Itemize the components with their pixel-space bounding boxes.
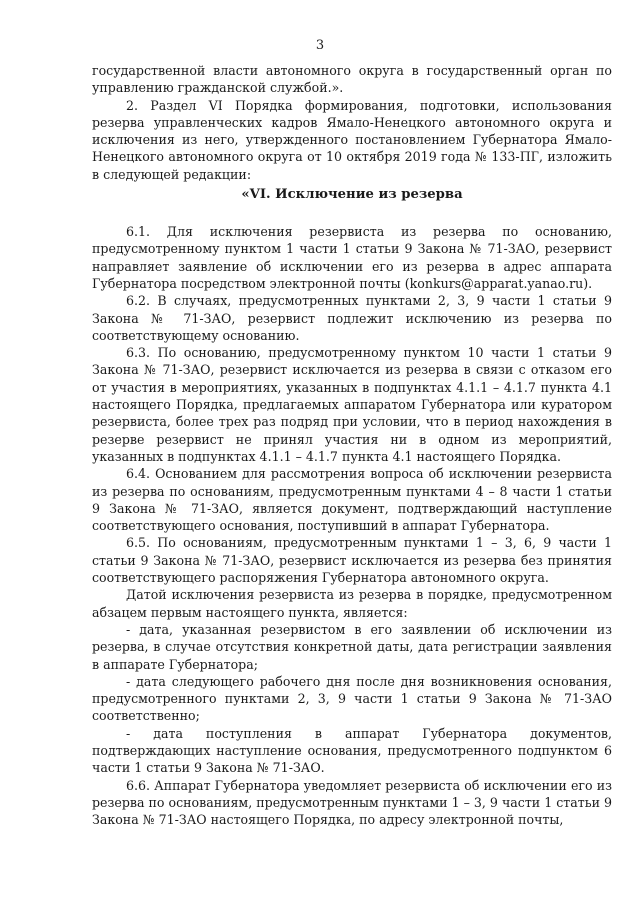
page-number: 3	[315, 38, 325, 53]
paragraph: государственной власти автономного округа в государственный орган по управлению гражданской службой.».	[92, 63, 612, 96]
section-heading: «VI. Исключение из резерва	[241, 187, 463, 203]
paragraph: 2. Раздел VI Порядка формирования, подготовки, использования резерва управленческих кадров Ямало-Ненецкого автономного округа и исключения из него, утвержденного постановлением Губернатора Ямало-Ненецкого автономного округа от 10 октября 2019 года № 133-ПГ, изложить в следующей редакции:	[92, 97, 612, 182]
paragraph: 6.4. Основанием для рассмотрения вопроса об исключении резервиста из резерва по основаниям, предусмотренным пунктами 4 – 8 части 1 статьи 9 Закона № 71-ЗАО, является документ, подтверждающий наступление соответствующего основания, поступивший в аппарат Губернатора.	[92, 466, 612, 534]
paragraph: - дата следующего рабочего дня после дня возникновения основания, предусмотренного пунктами 2, 3, 9 части 1 статьи 9 Закона № 71-ЗАО соответственно;	[92, 673, 612, 724]
paragraph: 6.5. По основаниям, предусмотренным пунктами 1 – 3, 6, 9 части 1 статьи 9 Закона № 71-ЗАО, резервист исключается из резерва без принятия соответствующего распоряжения Губернатора автономного округа.	[92, 535, 612, 586]
paragraph: 6.2. В случаях, предусмотренных пунктами 2, 3, 9 части 1 статьи 9 Закона № 71-ЗАО, резервист подлежит исключению из резерва по соответствующему основанию.	[92, 293, 612, 343]
paragraph: Датой исключения резервиста из резерва в порядке, предусмотренном абзацем первым настоящего пункта, является:	[92, 587, 612, 620]
paragraph: 6.3. По основанию, предусмотренному пунктом 10 части 1 статьи 9 Закона № 71-ЗАО, резервист исключается из резерва в связи с отказом его от участия в мероприятиях, указанных в подпунктах 4.1.1 – 4.1.7 пункта 4.1 настоящего Порядка, предлагаемых аппаратом Губернатора или куратором резервиста, более трех раз подряд при условии, что в период нахождения в резерве резервист не принял участия ни в одном из мероприятий, указанных в подпунктах 4.1.1 – 4.1.7 пункта 4.1 настоящего Порядка.	[92, 345, 612, 464]
paragraph: 6.6. Аппарат Губернатора уведомляет резервиста об исключении его из резерва по основаниям, предусмотренным пунктами 1 – 3, 9 части 1 статьи 9 Закона № 71-ЗАО настоящего Порядка, по адресу электронной почты,	[92, 777, 612, 828]
paragraph: 6.1. Для исключения резервиста из резерва по основанию, предусмотренному пунктом 1 части 1 статьи 9 Закона № 71-ЗАО, резервист направляет заявление об исключении его из резерва в адрес аппарата Губернатора посредством электронной почты (konkurs@apparat.yanao.ru).	[92, 224, 612, 291]
paragraph: - дата, указанная резервистом в его заявлении об исключении из резерва, в случае отсутствия конкретной даты, дата регистрации заявления в аппарате Губернатора;	[92, 621, 612, 672]
paragraph: - дата поступления в аппарат Губернатора документов, подтверждающих наступление основания, предусмотренного подпунктом 6 части 1 статьи 9 Закона № 71-ЗАО.	[92, 725, 612, 776]
document-body	[92, 62, 612, 828]
